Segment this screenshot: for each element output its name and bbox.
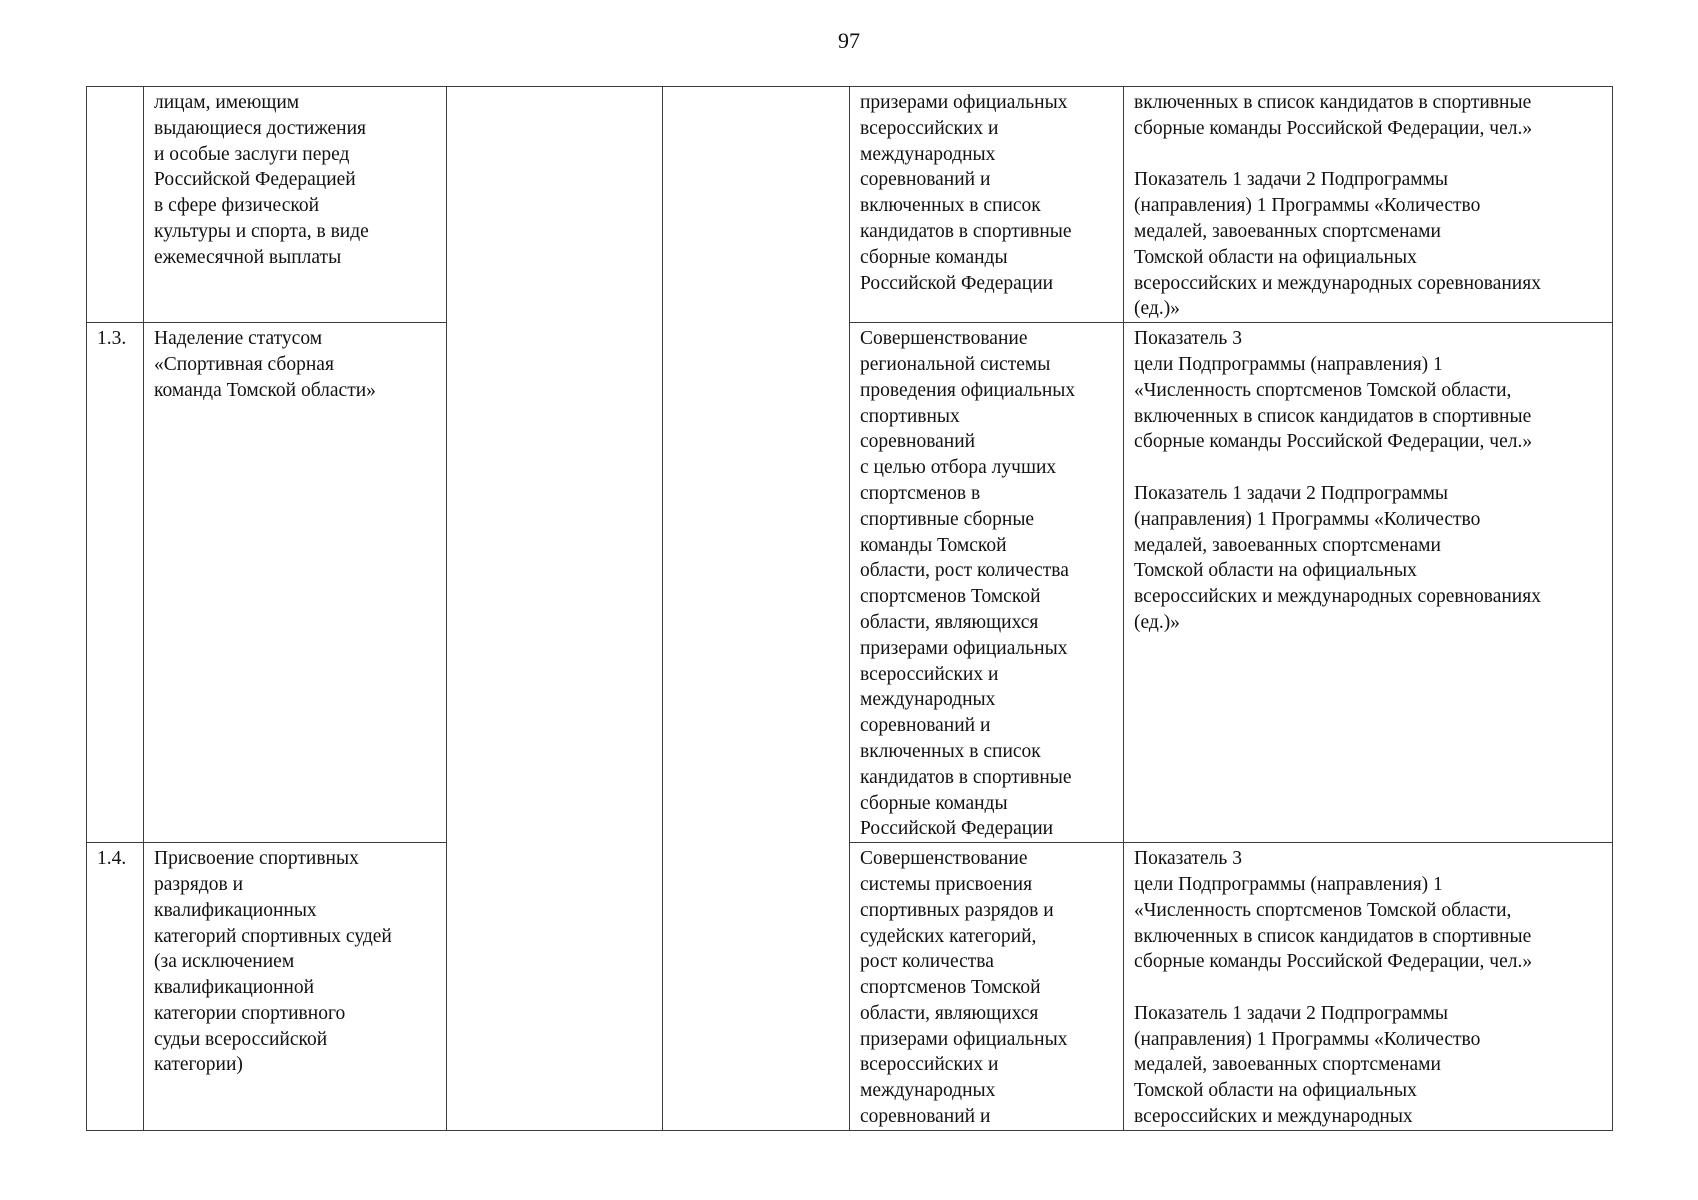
indicator-cell [1124,87,1613,323]
program-activities-table [86,86,1613,1131]
result-text: Совершенствование региональной системы проведения официальных спортивных соревнований с целью отбора лучших спортсменов в спортивные сборные команды Томской области, рост количества спортсменов Томской области, являющихся призерами официальных всероссийских и международных соревнований и включенных в список кандидатов в спортивные сборные команды Российской Федерации [860,328,1076,840]
indicator-text: Показатель 3 цели Подпрограммы (направления) 1 «Численность спортсменов Томской области, включенных в список кандидатов в спортивные сборные команды Российской Федерации, чел.» [1134,848,1533,973]
table-row [87,87,1613,323]
indicator-text: включенных в список кандидатов в спортивные сборные команды Российской Федерации, чел.» [1134,92,1533,139]
table-row [87,323,1613,843]
empty-column-cell [663,87,850,1131]
activity-cell [144,843,447,1131]
indicator-text: Показатель 1 задачи 2 Подпрограммы (направления) 1 Программы «Количество медалей, завоеванных спортсменами Томской области на официальных всероссийских и международных соревнованиях (ед.)» [1134,169,1541,320]
activity-cell [144,87,447,323]
indicator-cell [1124,323,1613,843]
activity-text: Присвоение спортивных разрядов и квалификационных категорий спортивных судей (за исключением квалификационной категории спортивного судьи всероссийской категории) [154,848,392,1076]
activity-cell [144,323,447,843]
table-row [87,843,1613,1131]
page-number: 97 [838,28,860,53]
result-text: призерами официальных всероссийских и международных соревнований и включенных в список кандидатов в спортивные сборные команды Российской Федерации [860,92,1072,294]
activity-text: Наделение статусом «Спортивная сборная команда Томской области» [154,328,376,401]
result-cell [850,323,1124,843]
row-number-cell: 1.3. [87,323,144,843]
indicator-cell [1124,843,1613,1131]
result-text: Совершенствование системы присвоения спортивных разрядов и судейских категорий, рост количества спортсменов Томской области, являющихся призерами официальных всероссийских и международных соревнований и [860,848,1068,1128]
indicator-text: Показатель 1 задачи 2 Подпрограммы (направления) 1 Программы «Количество медалей, завоеванных спортсменами Томской области на официальных всероссийских и международных [1134,1002,1481,1128]
indicator-text: Показатель 1 задачи 2 Подпрограммы (направления) 1 Программы «Количество медалей, завоеванных спортсменами Томской области на официальных всероссийских и международных соревнованиях (ед.)» [1134,482,1541,633]
row-number-cell: 1.4. [87,843,144,1131]
result-cell [850,843,1124,1131]
row-number-cell [87,87,144,323]
activity-text: лицам, имеющим выдающиеся достижения и особые заслуги перед Российской Федерацией в сфере физической культуры и спорта, в виде ежемесячной выплаты [154,92,369,268]
empty-column-cell [447,87,663,1131]
result-cell [850,87,1124,323]
indicator-text: Показатель 3 цели Подпрограммы (направления) 1 «Численность спортсменов Томской области, включенных в список кандидатов в спортивные сборные команды Российской Федерации, чел.» [1134,328,1533,453]
